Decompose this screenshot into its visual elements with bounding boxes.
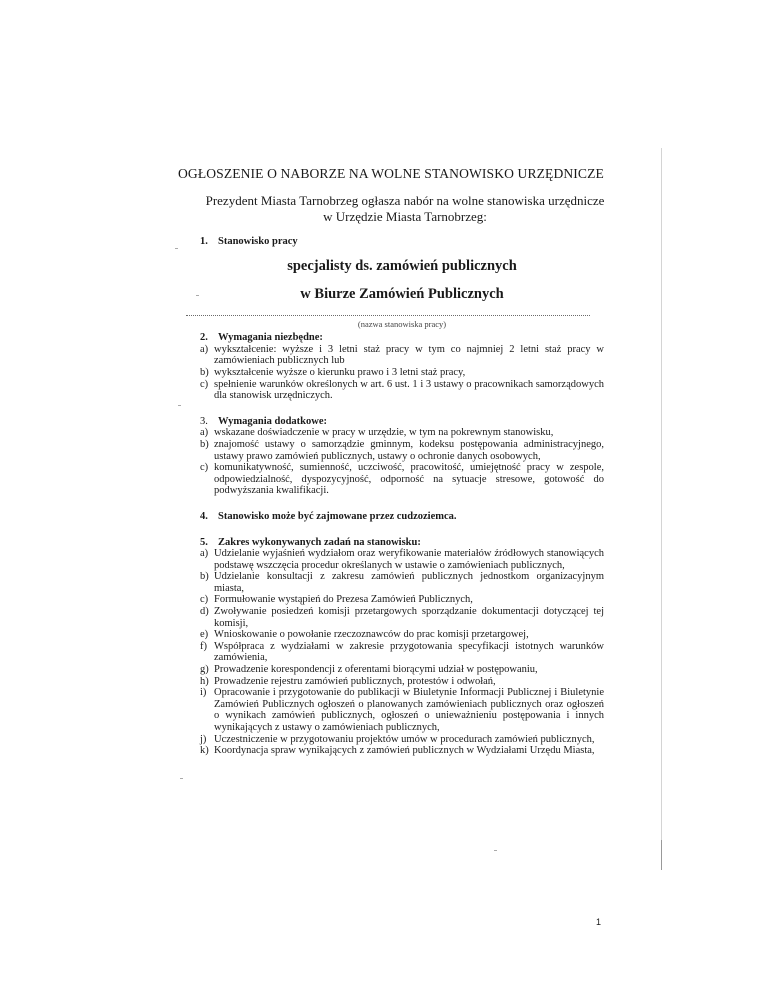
document-body [200,236,604,757]
scan-edge-mark [661,840,662,870]
section-heading: 3. Wymagania dodatkowe: [200,415,327,427]
intro-line-2: w Urzędzie Miasta Tarnobrzeg: [323,209,487,224]
scan-speck [180,778,183,779]
section-heading: 5. Zakres wykonywanych zadań na stanowisku: [200,536,421,548]
scan-speck [175,248,178,249]
list-item: a) Udzielanie wyjaśnień wydziałom oraz weryfikowanie materiałów źródłowych stanowiących podstawę wszczęcia procedur określanych w ustawie o zamówieniach publicznych, [200,548,604,571]
page-number: 1 [596,917,602,927]
list-item: c) Formułowanie wystąpień do Prezesa Zamówień Publicznych, [200,594,473,606]
scan-edge-line [661,148,662,868]
position-caption: (nazwa stanowiska pracy) [357,318,447,329]
section-heading: 2. Wymagania niezbędne: [200,332,323,344]
requirements-list [200,344,604,402]
scan-speck [196,295,199,296]
list-item: e) Wnioskowanie o powołanie rzeczoznawców do prac komisji przetargowej, [200,629,529,641]
list-item: c) spełnienie warunków określonych w art. 6 ust. 1 i 3 ustawy o pracownikach samorządowych dla stanowisk urzędniczych. [200,378,604,402]
list-item: f) Współpraca z wydziałami w zakresie przygotowania specyfikacji istotnych warunków zamówienia, [200,640,604,664]
scan-speck [494,850,497,851]
additional-list [200,427,604,497]
list-item: d) Zwoływanie posiedzeń komisji przetargowych sporządzanie dokumentacji dotyczącej tej komisji, [200,606,604,629]
list-item: b) znajomość ustawy o samorządzie gminnym, kodeksu postępowania administracyjnego, ustawy prawo zamówień publicznych, ustawy o ochronie danych osobowych, [200,438,604,462]
section-foreigner-eligibility [200,511,604,523]
section-job-position [200,236,604,330]
list-item: j) Uczestniczenie w przygotowaniu projektów umów w procedurach zamówień publicznych, [200,733,595,745]
section-required-qualifications [200,332,604,402]
document-title: OGŁOSZENIE O NABORZE NA WOLNE STANOWISKO URZĘDNICZE [178,166,604,181]
list-item: g) Prowadzenie korespondencji z oferentami biorącymi udział w postępowaniu, [200,664,538,676]
section-heading: 1. Stanowisko pracy [200,236,298,247]
department-name: w Biurze Zamówień Publicznych [300,285,504,302]
dotted-rule [186,315,590,316]
intro-paragraph [190,193,620,225]
intro-line-1: Prezydent Miasta Tarnobrzeg ogłasza nabór na wolne stanowiska urzędnicze [205,193,605,208]
list-item: b) Udzielanie konsultacji z zakresu zamówień publicznych jednostkom organizacyjnym miasta, [200,571,604,594]
section-duties [200,537,604,757]
list-item: i) Opracowanie i przygotowanie do publikacji w Biuletynie Informacji Publicznej i Biuletynie Zamówień Publicznych ogłoszeń o planowanych zamówieniach publicznych oraz ogłoszeń o wynikach zamówień publicznych, ogłoszeń o unieważnieniu postępowania i innych wynikających z ustawy o zamówieniach publicznych, [200,687,604,733]
list-item: c) komunikatywność, sumienność, uczciwość, pracowitość, umiejętność pracy w zespole, odpowiedzialność, dyspozycyjność, odporność na sytuacje stresowe, gotowość do podwyższania kwalifikacji. [200,462,604,497]
section-heading: 4. Stanowisko może być zajmowane przez cudzoziemca. [200,510,457,522]
duties-list [200,548,604,757]
list-item: h) Prowadzenie rejestru zamówień publicznych, protestów i odwołań, [200,675,496,687]
job-title: specjalisty ds. zamówień publicznych [287,257,517,274]
list-item: a) wskazane doświadczenie w pracy w urzędzie, w tym na pokrewnym stanowisku, [200,427,554,439]
list-item: k) Koordynacja spraw wynikających z zamówień publicznych w Wydziałami Urzędu Miasta, [200,745,595,757]
section-additional-qualifications [200,416,604,497]
scan-speck [178,405,181,406]
list-item: b) wykształcenie wyższe o kierunku prawo i 3 letni staż pracy, [200,366,466,378]
list-item: a) wykształcenie: wyższe i 3 letni staż pracy w tym co najmniej 2 letni staż pracy w zamówieniach publicznych lub [200,343,604,367]
